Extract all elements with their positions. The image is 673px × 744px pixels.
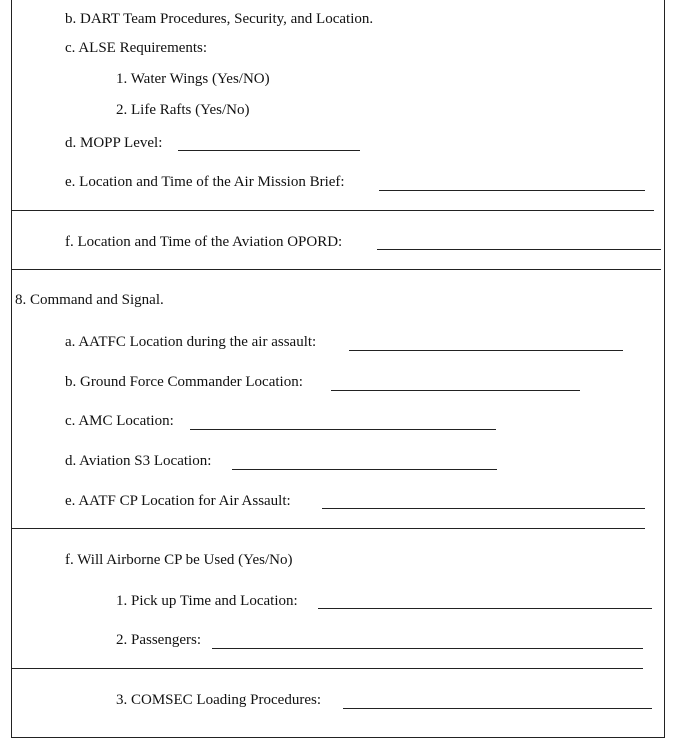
item-e-aatf-cp-location: e. AATF CP Location for Air Assault: <box>65 493 291 509</box>
item-e-air-mission-brief: e. Location and Time of the Air Mission Brief: <box>65 174 345 190</box>
passengers-field[interactable] <box>212 648 643 649</box>
form-frame <box>11 0 665 738</box>
item-c-alse: c. ALSE Requirements: <box>65 40 208 56</box>
comsec-loading-field[interactable] <box>343 708 652 709</box>
item-d-mopp: d. MOPP Level: <box>65 135 163 151</box>
item-f-aviation-opord: f. Location and Time of the Aviation OPORD: <box>65 234 343 250</box>
aviation-s3-location-field[interactable] <box>232 469 497 470</box>
item-2-life-rafts: 2. Life Rafts (Yes/No) <box>116 102 250 118</box>
divider-line-4 <box>11 668 643 669</box>
aviation-opord-field[interactable] <box>377 249 661 250</box>
aatf-cp-location-field[interactable] <box>322 508 645 509</box>
item-f-airborne-cp: f. Will Airborne CP be Used (Yes/No) <box>65 552 293 568</box>
ground-force-commander-field[interactable] <box>331 390 580 391</box>
divider-line-2 <box>11 269 661 270</box>
air-mission-brief-field[interactable] <box>379 190 645 191</box>
divider-line-3 <box>11 528 645 529</box>
item-d-aviation-s3-location: d. Aviation S3 Location: <box>65 453 212 469</box>
item-b-ground-force-commander: b. Ground Force Commander Location: <box>65 374 303 390</box>
item-1-pick-up-time: 1. Pick up Time and Location: <box>116 593 298 609</box>
pick-up-time-field[interactable] <box>318 608 652 609</box>
amc-location-field[interactable] <box>190 429 496 430</box>
item-c-amc-location: c. AMC Location: <box>65 413 174 429</box>
item-1-water-wings: 1. Water Wings (Yes/NO) <box>116 71 270 87</box>
item-3-comsec-loading: 3. COMSEC Loading Procedures: <box>116 692 321 708</box>
aatfc-location-field[interactable] <box>349 350 623 351</box>
section-8-command-and-signal: 8. Command and Signal. <box>15 292 164 308</box>
item-a-aatfc-location: a. AATFC Location during the air assault: <box>65 334 317 350</box>
item-b-dart: b. DART Team Procedures, Security, and Location. <box>65 11 374 27</box>
item-2-passengers: 2. Passengers: <box>116 632 201 648</box>
mopp-level-field[interactable] <box>178 150 360 151</box>
divider-line-1 <box>11 210 654 211</box>
